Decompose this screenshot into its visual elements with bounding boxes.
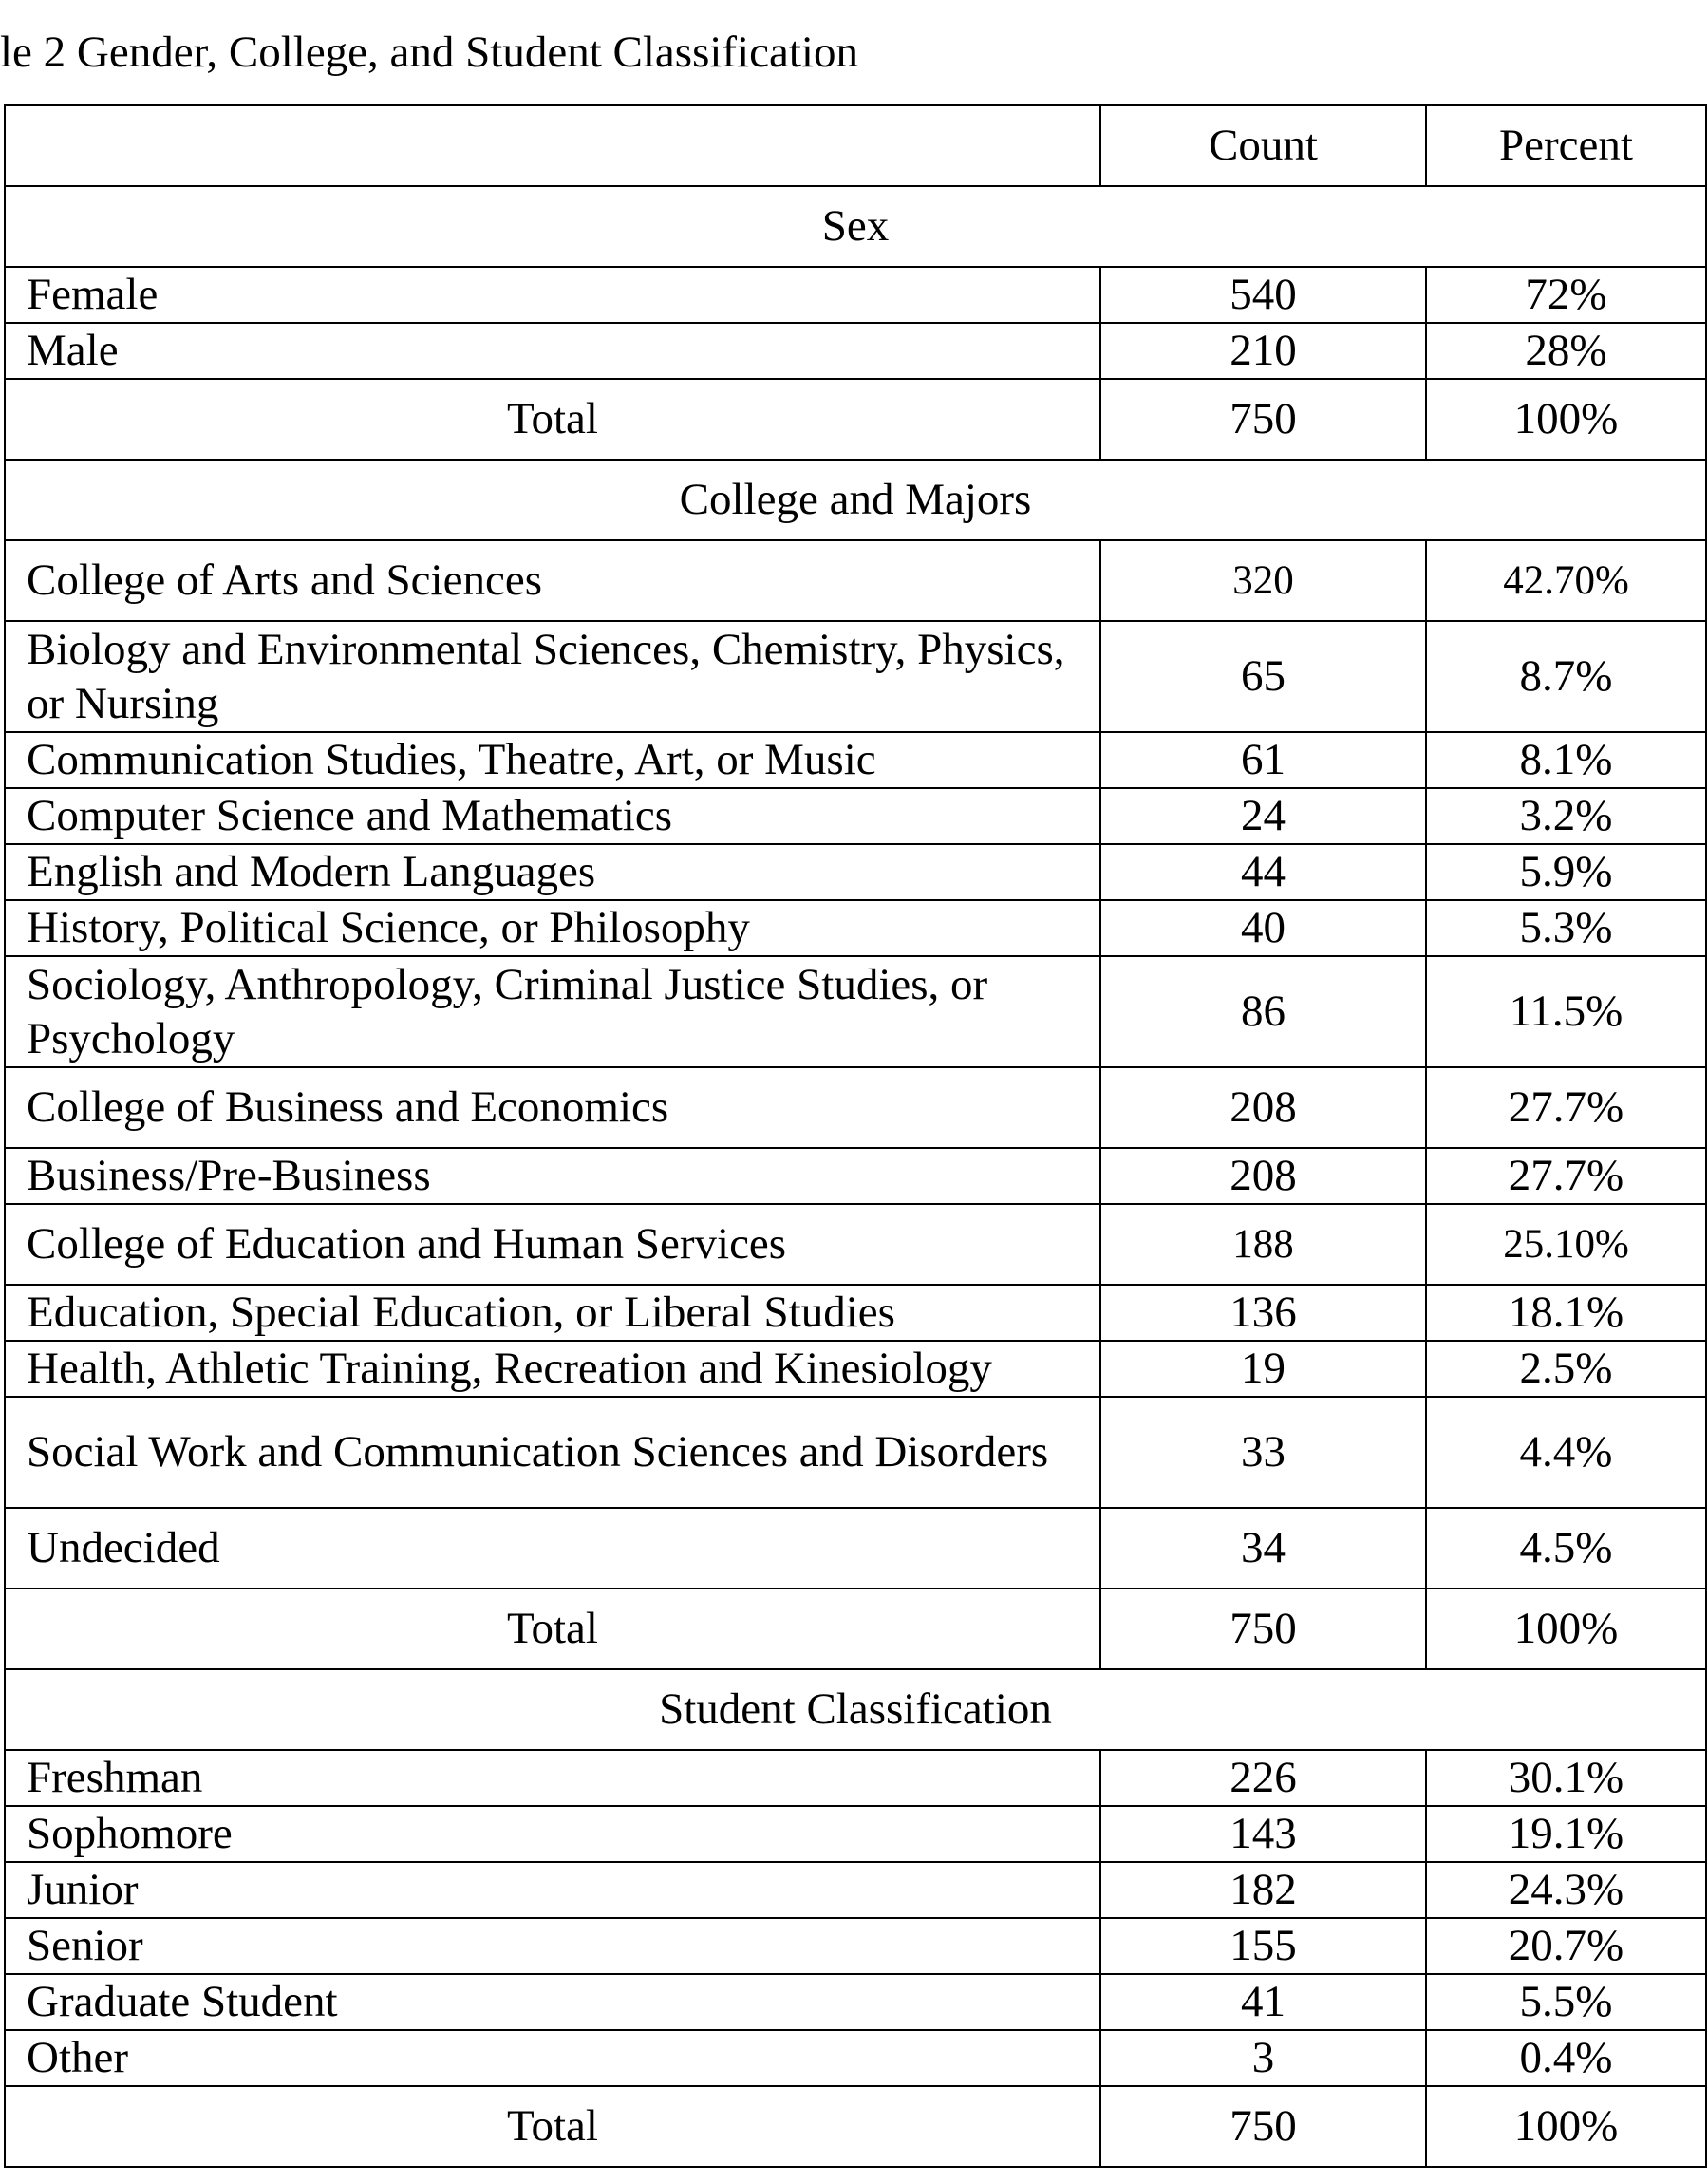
row-label: Undecided	[5, 1508, 1100, 1589]
row-count: 19	[1100, 1341, 1426, 1397]
row-percent: 30.1%	[1426, 1750, 1706, 1806]
row-percent: 20.7%	[1426, 1918, 1706, 1974]
row-count: 182	[1100, 1862, 1426, 1918]
row-percent: 5.9%	[1426, 844, 1706, 900]
table-row	[5, 1508, 1706, 1589]
table-row	[5, 540, 1706, 621]
row-count: 188	[1100, 1204, 1426, 1285]
section-title: Student Classification	[5, 1669, 1706, 1750]
total-count: 750	[1100, 379, 1426, 460]
row-count: 226	[1100, 1750, 1426, 1806]
demographics-table	[4, 104, 1707, 2168]
table-row	[5, 323, 1706, 379]
table-row	[5, 2030, 1706, 2086]
header-row	[5, 105, 1706, 186]
row-percent: 2.5%	[1426, 1341, 1706, 1397]
row-label: Senior	[5, 1918, 1100, 1974]
table-row	[5, 1918, 1706, 1974]
row-label: Social Work and Communication Sciences and Disorders	[5, 1397, 1100, 1508]
row-count: 208	[1100, 1148, 1426, 1204]
row-label: Graduate Student	[5, 1974, 1100, 2030]
row-label: Male	[5, 323, 1100, 379]
section-row-college-and-majors	[5, 460, 1706, 540]
row-percent: 27.7%	[1426, 1148, 1706, 1204]
table-row	[5, 1148, 1706, 1204]
row-label: Computer Science and Mathematics	[5, 788, 1100, 844]
total-row	[5, 1589, 1706, 1669]
total-count: 750	[1100, 2086, 1426, 2167]
row-percent: 24.3%	[1426, 1862, 1706, 1918]
header-label-cell	[5, 105, 1100, 186]
row-percent: 19.1%	[1426, 1806, 1706, 1862]
row-percent: 4.5%	[1426, 1508, 1706, 1589]
row-label: Communication Studies, Theatre, Art, or Music	[5, 732, 1100, 788]
total-row	[5, 2086, 1706, 2167]
row-label: English and Modern Languages	[5, 844, 1100, 900]
row-label: Biology and Environmental Sciences, Chemistry, Physics, or Nursing	[5, 621, 1100, 732]
row-percent: 11.5%	[1426, 956, 1706, 1067]
row-count: 320	[1100, 540, 1426, 621]
row-percent: 5.3%	[1426, 900, 1706, 956]
row-label: Other	[5, 2030, 1100, 2086]
total-row	[5, 379, 1706, 460]
row-label: College of Arts and Sciences	[5, 540, 1100, 621]
table-row	[5, 956, 1706, 1067]
row-count: 210	[1100, 323, 1426, 379]
row-label: Sophomore	[5, 1806, 1100, 1862]
section-row-student-classification	[5, 1669, 1706, 1750]
row-percent: 4.4%	[1426, 1397, 1706, 1508]
table-row	[5, 1862, 1706, 1918]
row-count: 540	[1100, 267, 1426, 323]
row-percent: 27.7%	[1426, 1067, 1706, 1148]
row-count: 208	[1100, 1067, 1426, 1148]
row-percent: 8.7%	[1426, 621, 1706, 732]
total-label: Total	[5, 2086, 1100, 2167]
total-percent: 100%	[1426, 379, 1706, 460]
row-count: 136	[1100, 1285, 1426, 1341]
table-row	[5, 267, 1706, 323]
table-caption: le 2 Gender, College, and Student Classification	[0, 28, 858, 77]
row-label: College of Education and Human Services	[5, 1204, 1100, 1285]
table-row	[5, 1397, 1706, 1508]
table-row	[5, 1204, 1706, 1285]
row-count: 155	[1100, 1918, 1426, 1974]
total-label: Total	[5, 379, 1100, 460]
row-count: 86	[1100, 956, 1426, 1067]
row-count: 44	[1100, 844, 1426, 900]
row-label: Education, Special Education, or Liberal Studies	[5, 1285, 1100, 1341]
table-row	[5, 900, 1706, 956]
table-row	[5, 1974, 1706, 2030]
row-count: 34	[1100, 1508, 1426, 1589]
row-count: 24	[1100, 788, 1426, 844]
total-label: Total	[5, 1589, 1100, 1669]
row-percent: 18.1%	[1426, 1285, 1706, 1341]
row-count: 33	[1100, 1397, 1426, 1508]
row-count: 65	[1100, 621, 1426, 732]
row-label: Junior	[5, 1862, 1100, 1918]
row-count: 143	[1100, 1806, 1426, 1862]
table-row	[5, 621, 1706, 732]
table-row	[5, 844, 1706, 900]
row-percent: 28%	[1426, 323, 1706, 379]
total-count: 750	[1100, 1589, 1426, 1669]
header-count-cell: Count	[1100, 105, 1426, 186]
row-label: Business/Pre-Business	[5, 1148, 1100, 1204]
table-row	[5, 1806, 1706, 1862]
table-row	[5, 788, 1706, 844]
row-label: Freshman	[5, 1750, 1100, 1806]
row-count: 41	[1100, 1974, 1426, 2030]
row-label: College of Business and Economics	[5, 1067, 1100, 1148]
row-percent: 5.5%	[1426, 1974, 1706, 2030]
row-percent: 0.4%	[1426, 2030, 1706, 2086]
row-label: Sociology, Anthropology, Criminal Justice Studies, or Psychology	[5, 956, 1100, 1067]
total-percent: 100%	[1426, 2086, 1706, 2167]
row-count: 61	[1100, 732, 1426, 788]
row-percent: 8.1%	[1426, 732, 1706, 788]
table-row	[5, 1285, 1706, 1341]
header-percent-cell: Percent	[1426, 105, 1706, 186]
row-label: History, Political Science, or Philosophy	[5, 900, 1100, 956]
table-row	[5, 732, 1706, 788]
row-percent: 25.10%	[1426, 1204, 1706, 1285]
row-count: 40	[1100, 900, 1426, 956]
table-row	[5, 1341, 1706, 1397]
row-percent: 3.2%	[1426, 788, 1706, 844]
row-percent: 72%	[1426, 267, 1706, 323]
row-label: Health, Athletic Training, Recreation and Kinesiology	[5, 1341, 1100, 1397]
section-title: Sex	[5, 186, 1706, 267]
section-row-sex	[5, 186, 1706, 267]
total-percent: 100%	[1426, 1589, 1706, 1669]
row-label: Female	[5, 267, 1100, 323]
table-row	[5, 1067, 1706, 1148]
section-title: College and Majors	[5, 460, 1706, 540]
row-percent: 42.70%	[1426, 540, 1706, 621]
row-count: 3	[1100, 2030, 1426, 2086]
table-row	[5, 1750, 1706, 1806]
